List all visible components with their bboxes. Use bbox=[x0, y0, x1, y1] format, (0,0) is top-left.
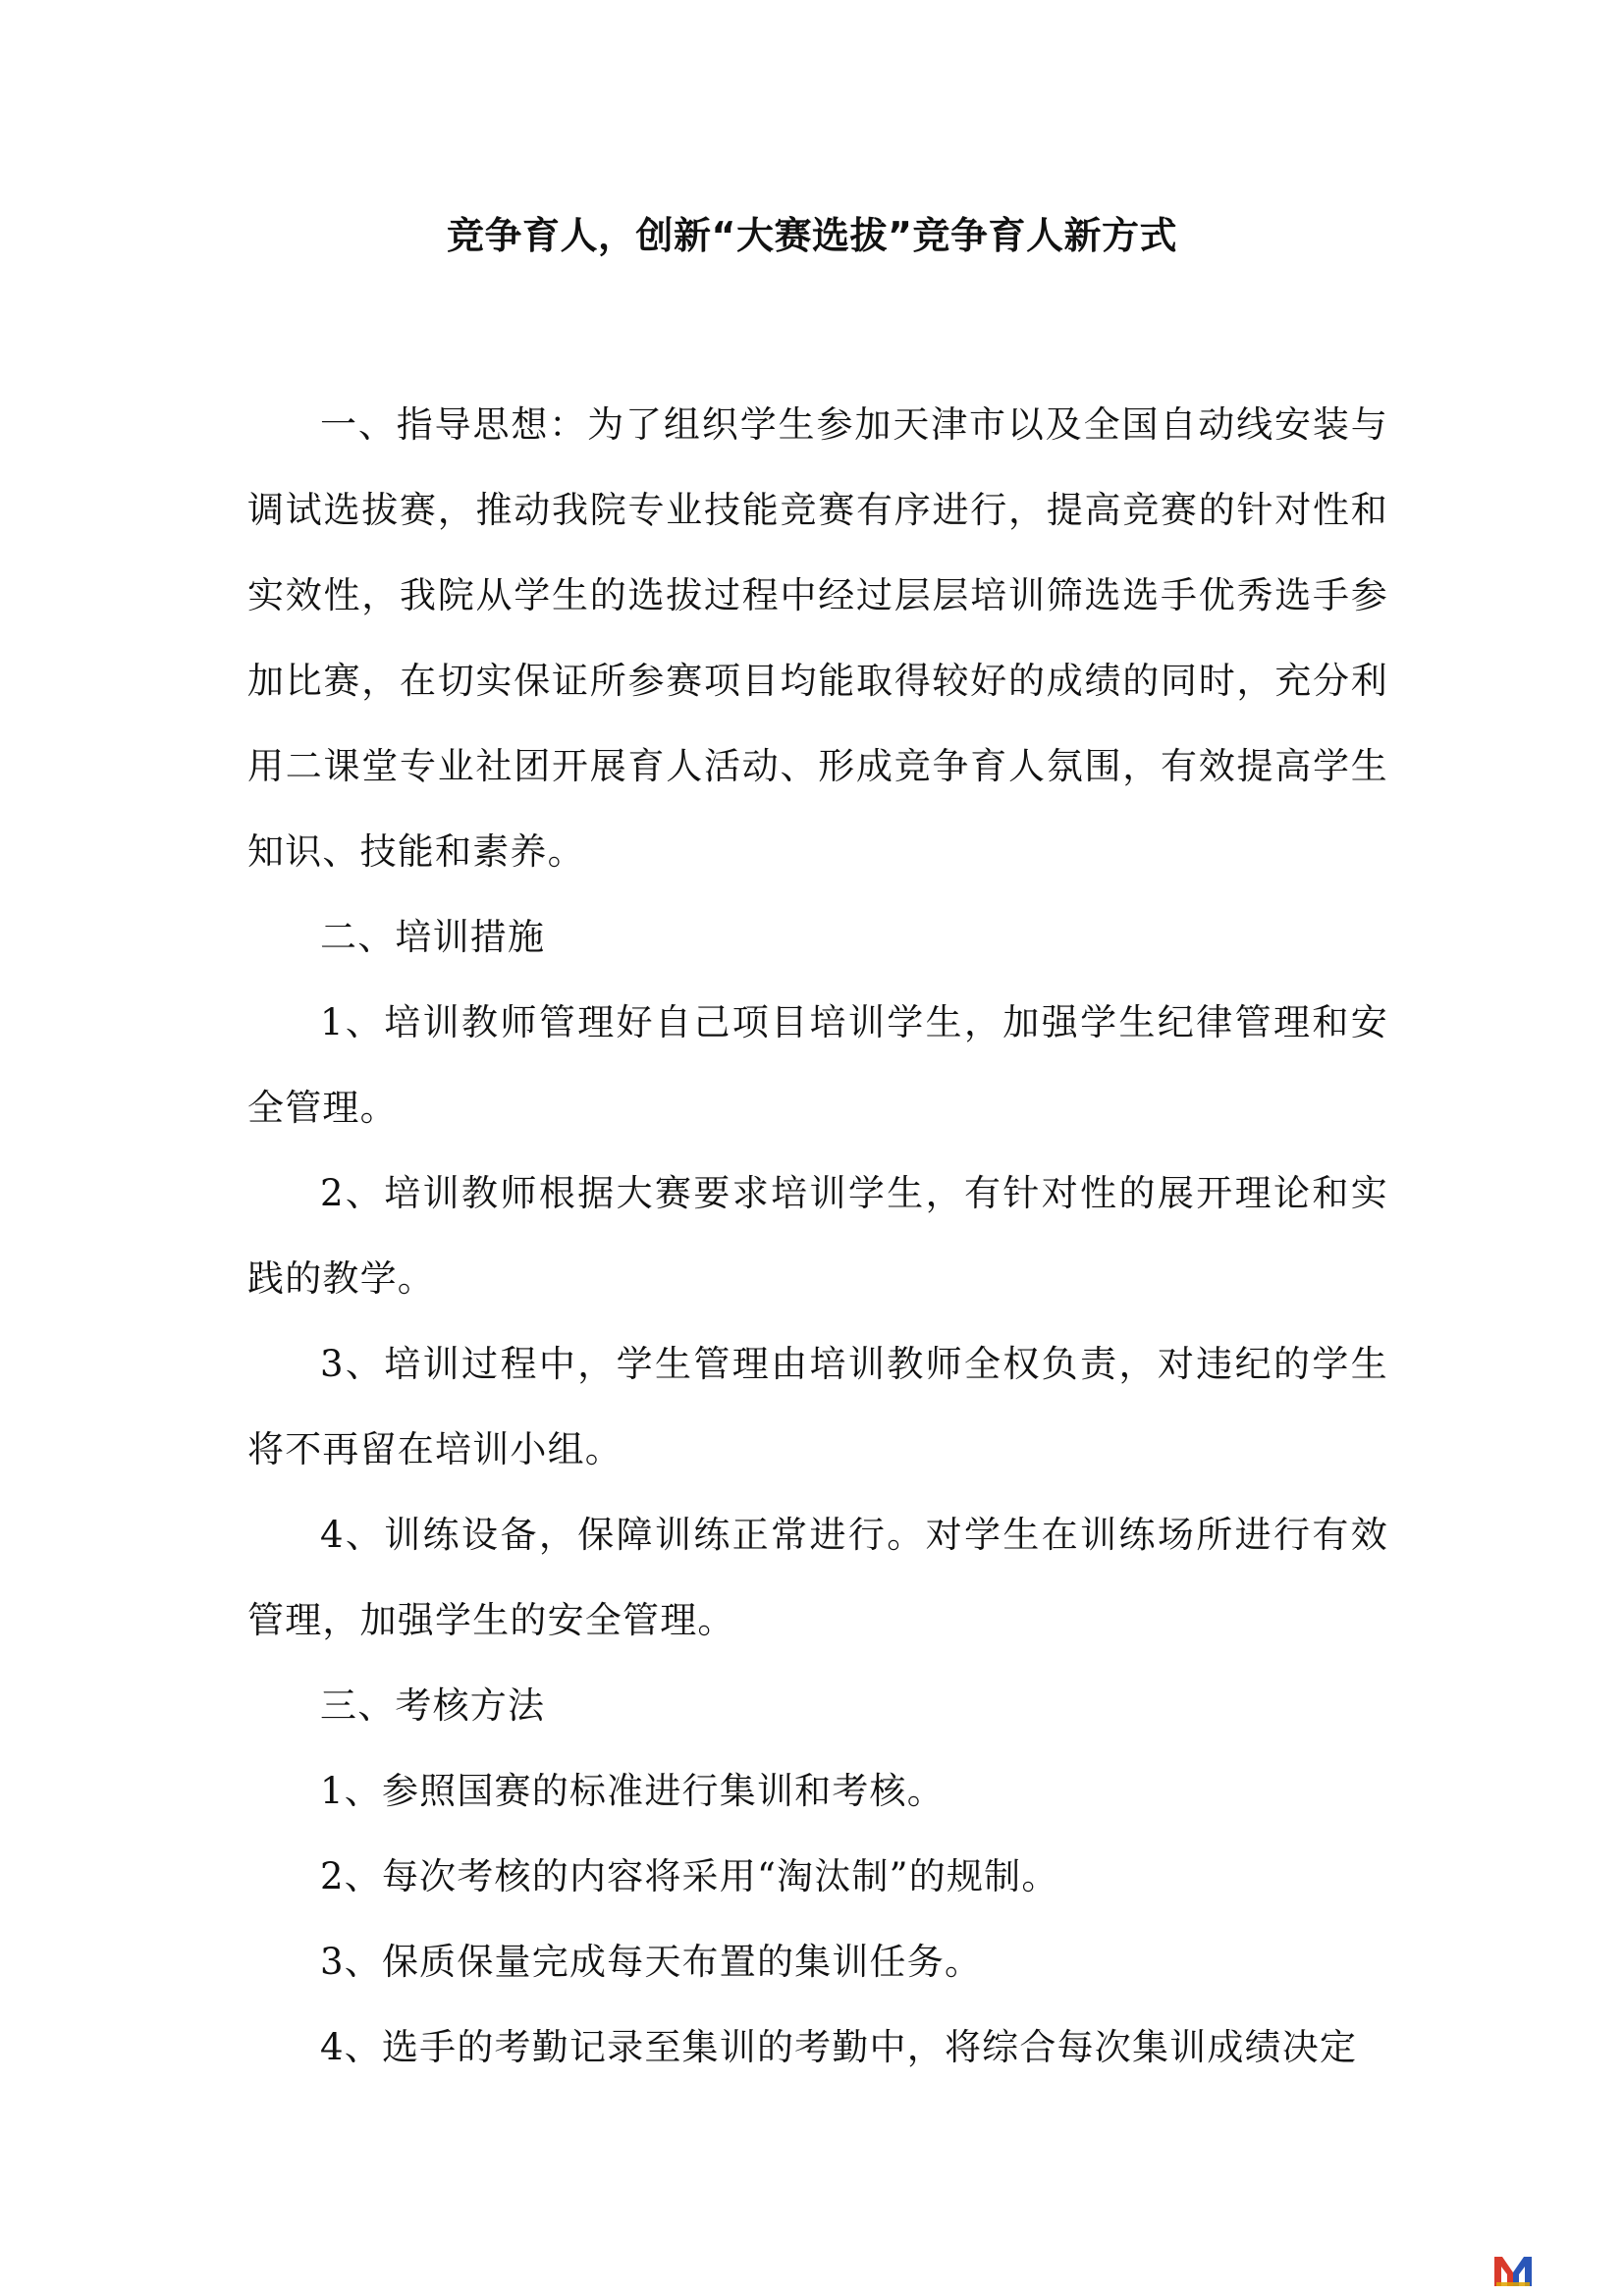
paragraph-training-1: 1、培训教师管理好自己项目培训学生，加强学生纪律管理和安全管理。 bbox=[247, 1001, 1388, 1129]
paragraph-training-3: 3、培训过程中，学生管理由培训教师全权负责，对违纪的学生将不再留在培训小组。 bbox=[247, 1343, 1388, 1470]
paragraph-assessment-3: 3、保质保量完成每天布置的集训任务。 bbox=[320, 1941, 983, 1983]
paragraph-assessment-4: 4、选手的考勤记录至集训的考勤中，将综合每次集训成绩决定 bbox=[320, 2026, 1358, 2068]
paragraph-assessment-1: 1、参照国赛的标准进行集训和考核。 bbox=[320, 1770, 945, 1812]
paragraph-guiding-ideology: 一、指导思想：为了组织学生参加天津市以及全国自动线安装与调试选拔赛，推动我院专业技能竞赛有序进行，提高竞赛的针对性和实效性，我院从学生的选拔过程中经过层层培训筛选选手优秀选手参加比赛，在切实保证所参赛项目均能取得较好的成绩的同时，充分利用二课堂专业社团开展育人活动、形成竞争育人氛围，有效提高学生知识、技能和素养。 bbox=[247, 403, 1388, 873]
paragraph-assessment-2: 2、每次考核的内容将采用“淘汰制”的规制。 bbox=[320, 1855, 1059, 1897]
paragraph-training-4: 4、训练设备，保障训练正常进行。对学生在训练场所进行有效管理，加强学生的安全管理。 bbox=[247, 1514, 1388, 1641]
m-logo-icon bbox=[1492, 2253, 1534, 2288]
document-body bbox=[247, 382, 1388, 2090]
heading-training-measures: 二、培训措施 bbox=[320, 916, 546, 958]
heading-assessment-methods: 三、考核方法 bbox=[320, 1684, 546, 1727]
paragraph-training-2: 2、培训教师根据大赛要求培训学生，有针对性的展开理论和实践的教学。 bbox=[247, 1172, 1388, 1300]
page-title: 竞争育人，创新“大赛选拔”竞争育人新方式 bbox=[447, 214, 1177, 257]
